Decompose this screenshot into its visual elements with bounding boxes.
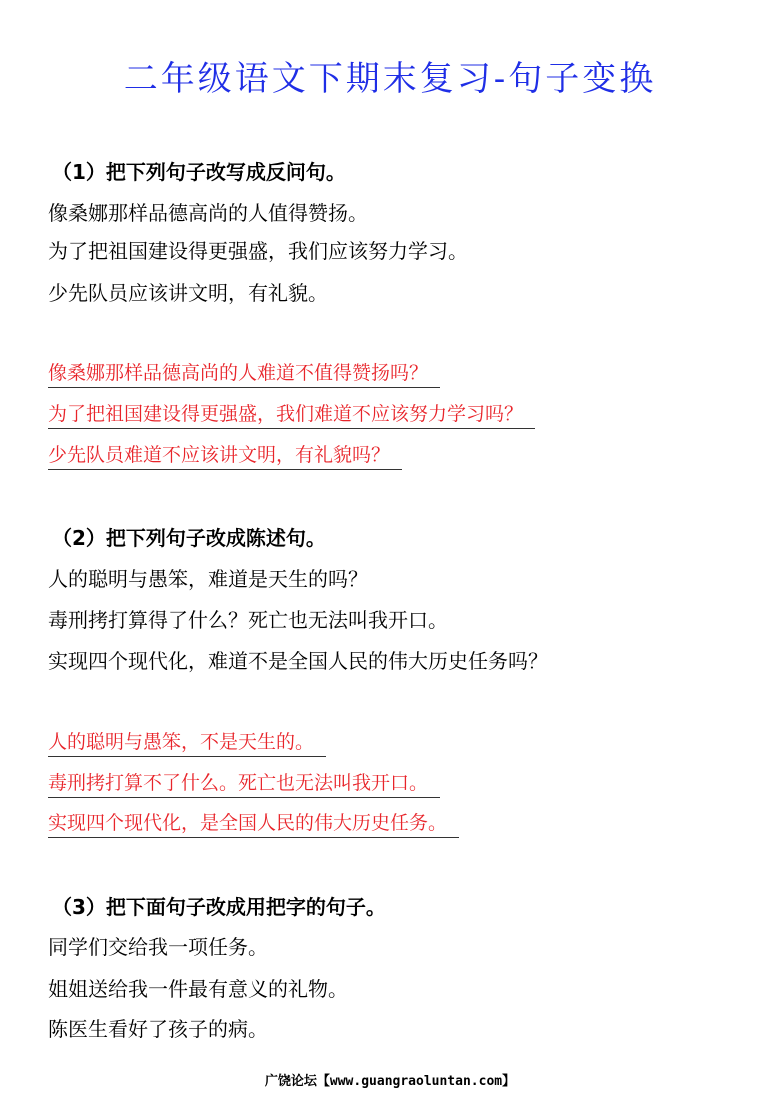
page-title: 二年级语文下期末复习-句子变换 <box>123 59 657 99</box>
answer-line: 少先队员难道不应该讲文明，有礼貌吗？ <box>48 441 402 470</box>
question-line: 人的聪明与愚笨，难道是天生的吗？ <box>48 567 368 591</box>
question-line: 姐姐送给我一件最有意义的礼物。 <box>48 977 348 1001</box>
question-line: 陈医生看好了孩子的病。 <box>48 1017 268 1041</box>
question-line: 实现四个现代化，难道不是全国人民的伟大历史任务吗？ <box>48 649 548 673</box>
section-heading: （2）把下列句子改成陈述句。 <box>52 526 326 550</box>
answer-line: 为了把祖国建设得更强盛，我们难道不应该努力学习吗？ <box>48 400 535 429</box>
question-line: 像桑娜那样品德高尚的人值得赞扬。 <box>48 201 368 225</box>
section-heading: （3）把下面句子改成用把字的句子。 <box>52 895 386 919</box>
question-line: 为了把祖国建设得更强盛，我们应该努力学习。 <box>48 239 468 263</box>
answer-line: 毒刑拷打算不了什么。死亡也无法叫我开口。 <box>48 769 440 798</box>
answer-line: 人的聪明与愚笨，不是天生的。 <box>48 728 326 757</box>
answer-line: 像桑娜那样品德高尚的人难道不值得赞扬吗？ <box>48 359 440 388</box>
answer-line: 实现四个现代化，是全国人民的伟大历史任务。 <box>48 809 459 838</box>
section-heading: （1）把下列句子改写成反问句。 <box>52 160 346 184</box>
question-line: 同学们交给我一项任务。 <box>48 935 268 959</box>
question-line: 少先队员应该讲文明，有礼貌。 <box>48 281 328 305</box>
question-line: 毒刑拷打算得了什么？死亡也无法叫我开口。 <box>48 608 448 632</box>
footer-source: 广饶论坛【www.guangraoluntan.com】 <box>264 1074 516 1089</box>
